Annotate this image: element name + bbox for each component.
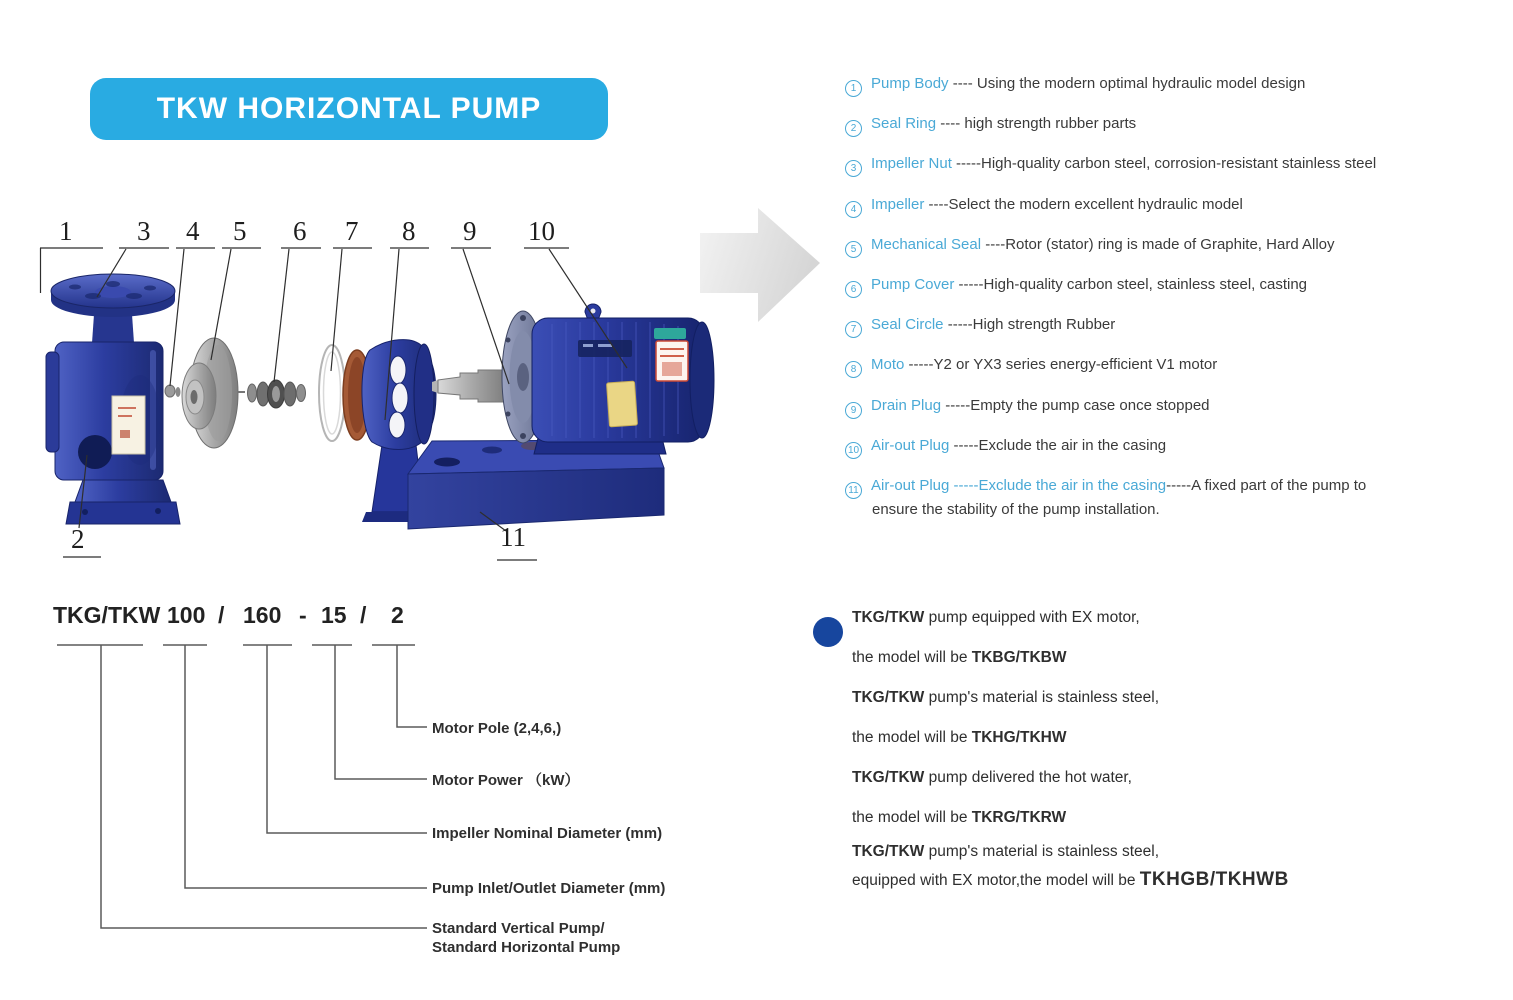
- model-code-power: 15: [321, 602, 347, 628]
- variant-code: TKHG/TKHW: [971, 729, 1067, 746]
- page-title: TKW HORIZONTAL PUMP: [156, 92, 542, 125]
- part-number-badge: 11: [845, 482, 862, 499]
- part-list-item: [845, 316, 1376, 356]
- part-desc: -----Empty the pump case once stopped: [941, 396, 1210, 414]
- variant-code: TKBG/TKBW: [971, 649, 1067, 666]
- variant-note: [852, 678, 1452, 758]
- series-code: TKG/TKW: [852, 769, 925, 786]
- part-name: Air-out Plug: [871, 476, 950, 494]
- part-number-badge: 6: [845, 281, 862, 298]
- model-label-pump-type-line1: Standard Vertical Pump/: [432, 920, 605, 937]
- variant-note-line: [852, 798, 1452, 838]
- variant-note-line: [852, 866, 1452, 895]
- parts-list: [845, 75, 1376, 520]
- part-list-item: [845, 356, 1376, 396]
- part-desc: -----High-quality carbon steel, corrosion-resistant stainless steel: [951, 155, 1377, 173]
- right-arrow-icon: [700, 208, 820, 322]
- part-desc: -----High-quality carbon steel, stainless steel, casting: [954, 275, 1308, 293]
- bullet-dot-icon: [813, 617, 843, 647]
- part-name: Pump Cover: [871, 275, 955, 293]
- callout-number: 5: [233, 216, 247, 246]
- model-label-impeller-diam: Impeller Nominal Diameter (mm): [432, 825, 663, 842]
- model-code-connector-lines: [0, 590, 740, 1000]
- part-name: Impeller Nut: [871, 155, 952, 173]
- callout-number: 2: [71, 524, 85, 554]
- part-number-badge: 3: [845, 160, 862, 177]
- callout-number: 6: [293, 216, 307, 246]
- part-number-badge: 10: [845, 442, 862, 459]
- series-code: TKG/TKW: [852, 843, 925, 860]
- callout-number: 8: [402, 216, 416, 246]
- mechanical-seal-shape: [237, 380, 306, 408]
- impeller-shape: [182, 338, 238, 448]
- model-code-impeller: 160: [243, 602, 282, 628]
- part-name: Seal Ring: [871, 115, 937, 133]
- part-desc: ----Select the modern excellent hydraulic model: [924, 195, 1243, 213]
- variant-note-line: [852, 678, 1452, 718]
- variant-note: [852, 758, 1452, 838]
- model-code-series: TKG/TKW: [53, 602, 161, 628]
- callout-number: 1: [59, 216, 73, 246]
- variant-note: [852, 598, 1452, 678]
- model-label-pump-type-line2: Standard Horizontal Pump: [432, 939, 621, 956]
- part-name: Moto: [871, 356, 905, 374]
- callout-number: 3: [137, 216, 151, 246]
- model-code-separator: -: [299, 602, 307, 628]
- series-code: TKG/TKW: [852, 609, 925, 626]
- part-list-item: [845, 196, 1376, 236]
- part-name: Impeller: [871, 195, 925, 213]
- part-number-badge: 7: [845, 321, 862, 338]
- note-text: the model will be: [852, 729, 972, 746]
- variant-code: TKHGB/TKHWB: [1139, 869, 1289, 890]
- part-name: Mechanical Seal: [871, 235, 982, 253]
- model-label-motor-power: Motor Power （kW）: [432, 772, 580, 789]
- title-banner: [90, 78, 608, 140]
- note-text: the model will be: [852, 809, 972, 826]
- part-desc: ---- high strength rubber parts: [936, 115, 1137, 133]
- variant-note-line: [852, 598, 1452, 638]
- part-list-item: [845, 115, 1376, 155]
- part-list-item: [845, 437, 1376, 477]
- model-label-motor-pole: Motor Pole (2,4,6,): [432, 720, 562, 737]
- note-text: the model will be: [852, 649, 972, 666]
- variant-note: [852, 838, 1452, 895]
- model-code-separator: /: [360, 602, 367, 628]
- model-label-pump-type: [432, 919, 620, 957]
- part-number-badge: 8: [845, 361, 862, 378]
- motor-shape: [432, 304, 714, 454]
- part-desc: ----Rotor (stator) ring is made of Graphite, Hard Alloy: [981, 235, 1335, 253]
- note-text: equipped with EX motor,the model will be: [852, 872, 1140, 889]
- part-number-badge: 1: [845, 80, 862, 97]
- model-code-inlet: 100: [167, 602, 206, 628]
- part-desc: -----Exclude the air in the casing: [949, 436, 1167, 454]
- pump-illustration: [0, 195, 850, 585]
- part-name: Seal Circle: [871, 316, 944, 334]
- part-list-item: [845, 75, 1376, 115]
- callout-number: 9: [463, 216, 477, 246]
- note-text: pump equipped with EX motor,: [924, 609, 1140, 626]
- part-desc-highlight: -----Exclude the air in the casing: [949, 476, 1167, 494]
- part-number-badge: 2: [845, 120, 862, 137]
- note-text: pump delivered the hot water,: [924, 769, 1132, 786]
- pump-body-shape: [46, 274, 180, 524]
- model-label-inlet-diam: Pump Inlet/Outlet Diameter (mm): [432, 880, 666, 897]
- variant-code: TKRG/TKRW: [971, 809, 1067, 826]
- part-desc-line2: ensure the stability of the pump installation.: [872, 500, 1160, 518]
- callout-number: 4: [186, 216, 200, 246]
- callout-number: 11: [500, 522, 526, 552]
- model-code-pole: 2: [391, 602, 404, 628]
- part-number-badge: 5: [845, 241, 862, 258]
- model-code-separator: /: [218, 602, 225, 628]
- part-name: Air-out Plug: [871, 436, 950, 454]
- callout-number: 10: [528, 216, 555, 246]
- variant-note-line: [852, 758, 1452, 798]
- callout-number: 7: [345, 216, 359, 246]
- model-variant-notes: [852, 598, 1452, 895]
- variant-note-line: [852, 838, 1452, 866]
- part-desc: -----Y2 or YX3 series energy-efficient V1 motor: [904, 356, 1218, 374]
- part-desc: -----A fixed part of the pump to: [1166, 476, 1367, 494]
- part-list-item: [845, 397, 1376, 437]
- part-list-item: [845, 276, 1376, 316]
- part-desc: ---- Using the modern optimal hydraulic model design: [948, 75, 1306, 92]
- part-name: Pump Body: [871, 75, 949, 92]
- part-list-item: [845, 477, 1376, 520]
- part-number-badge: 9: [845, 402, 862, 419]
- series-code: TKG/TKW: [852, 689, 925, 706]
- part-list-item: [845, 155, 1376, 195]
- variant-note-line: [852, 638, 1452, 678]
- impeller-nut-shape: [165, 385, 181, 397]
- note-text: pump's material is stainless steel,: [924, 689, 1160, 706]
- part-name: Drain Plug: [871, 396, 942, 414]
- part-desc: -----High strength Rubber: [943, 316, 1116, 334]
- note-text: pump's material is stainless steel,: [924, 843, 1160, 860]
- variant-note-line: [852, 718, 1452, 758]
- part-list-item: [845, 236, 1376, 276]
- part-number-badge: 4: [845, 201, 862, 218]
